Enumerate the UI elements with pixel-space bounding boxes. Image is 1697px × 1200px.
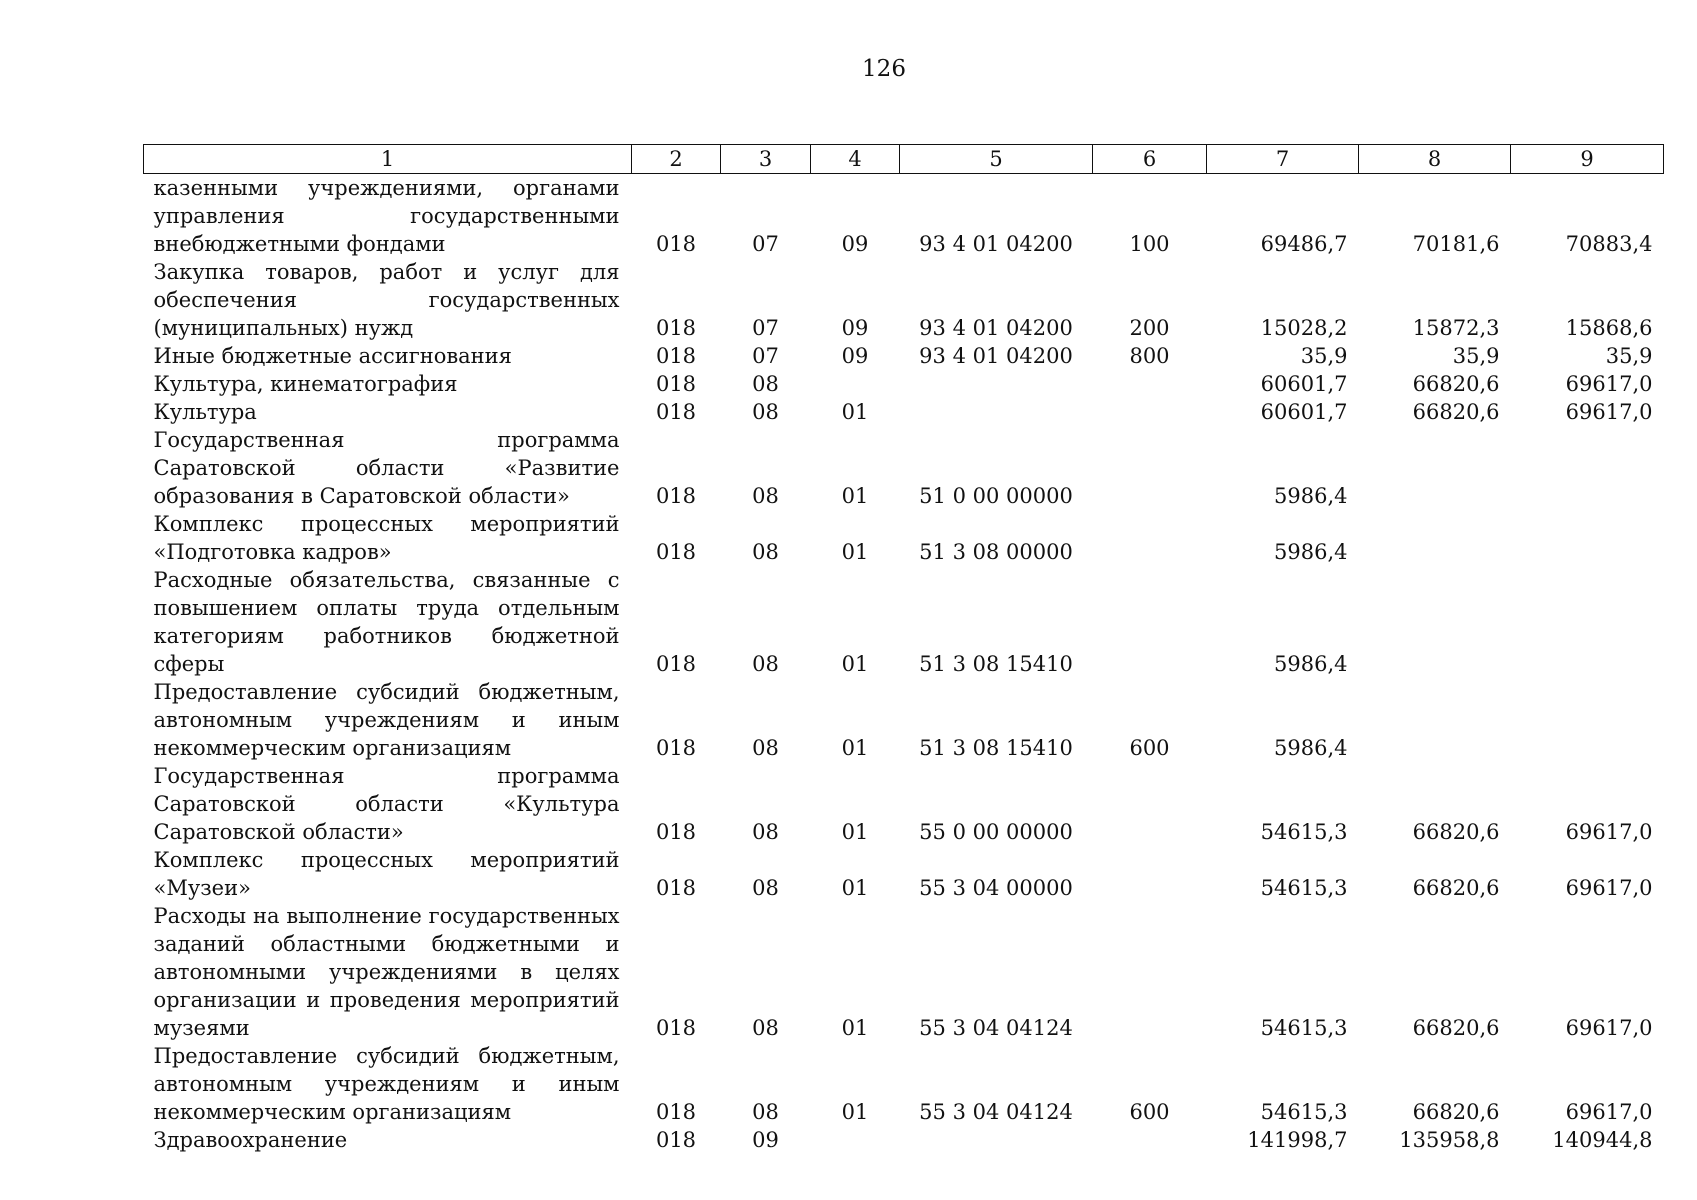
cell-amount-year-1: 15028,2 bbox=[1260, 316, 1348, 340]
cell-amount-year-3 bbox=[1511, 426, 1664, 510]
cell-expense-type: 200 bbox=[1129, 316, 1170, 340]
cell-section-code: 07 bbox=[752, 316, 779, 340]
cell-amount-year-2: 66820,6 bbox=[1412, 820, 1500, 844]
cell-target-article: 51 3 08 15410 bbox=[919, 736, 1073, 760]
cell-section-code: 08 bbox=[752, 540, 779, 564]
table-row bbox=[144, 678, 1664, 762]
table-row bbox=[144, 398, 1664, 426]
cell-ministry-code: 018 bbox=[655, 1100, 697, 1124]
row-description: Закупка товаров, работ и услуг для обеспечения государственных (муниципальных) нужд bbox=[153, 260, 620, 340]
cell-amount-year-2 bbox=[1359, 510, 1511, 566]
column-header: 9 bbox=[1511, 145, 1664, 174]
cell-expense-type bbox=[1093, 398, 1207, 426]
cell-expense-type bbox=[1093, 846, 1207, 902]
cell-amount-year-1: 60601,7 bbox=[1260, 400, 1348, 424]
table-row bbox=[144, 1126, 1664, 1154]
cell-amount-year-2: 66820,6 bbox=[1412, 876, 1500, 900]
cell-amount-year-1: 5986,4 bbox=[1274, 540, 1348, 564]
cell-subsection-code: 01 bbox=[841, 736, 869, 760]
cell-target-article: 55 3 04 04124 bbox=[919, 1100, 1073, 1124]
row-description: Культура bbox=[153, 400, 257, 424]
cell-section-code: 08 bbox=[752, 400, 779, 424]
row-description: Комплекс процессных мероприятий «Подготовка кадров» bbox=[153, 512, 620, 564]
cell-amount-year-1: 54615,3 bbox=[1260, 1100, 1348, 1124]
cell-target-article: 93 4 01 04200 bbox=[919, 344, 1073, 368]
cell-amount-year-1: 69486,7 bbox=[1260, 232, 1348, 256]
cell-subsection-code: 01 bbox=[841, 820, 869, 844]
cell-subsection-code: 01 bbox=[841, 400, 869, 424]
cell-expense-type bbox=[1093, 510, 1207, 566]
cell-target-article: 55 3 04 04124 bbox=[919, 1016, 1073, 1040]
cell-expense-type bbox=[1093, 566, 1207, 678]
cell-target-article: 51 3 08 00000 bbox=[919, 540, 1073, 564]
cell-amount-year-3: 69617,0 bbox=[1565, 1100, 1653, 1124]
cell-ministry-code: 018 bbox=[655, 232, 697, 256]
cell-target-article: 93 4 01 04200 bbox=[919, 232, 1073, 256]
column-header: 5 bbox=[900, 145, 1093, 174]
cell-section-code: 07 bbox=[752, 344, 779, 368]
cell-amount-year-2: 35,9 bbox=[1452, 344, 1500, 368]
row-description: Государственная программа Саратовской области «Развитие образования в Саратовской области» bbox=[153, 428, 620, 508]
cell-amount-year-2 bbox=[1359, 566, 1511, 678]
cell-amount-year-2: 66820,6 bbox=[1412, 1100, 1500, 1124]
table-header-row bbox=[144, 145, 1664, 174]
cell-amount-year-3: 15868,6 bbox=[1565, 316, 1653, 340]
row-description: Культура, кинематография bbox=[153, 372, 458, 396]
cell-amount-year-2 bbox=[1359, 426, 1511, 510]
table-row bbox=[144, 762, 1664, 846]
cell-ministry-code: 018 bbox=[655, 484, 697, 508]
cell-amount-year-2: 66820,6 bbox=[1412, 372, 1500, 396]
row-description: Комплекс процессных мероприятий «Музеи» bbox=[153, 848, 620, 900]
row-description: Государственная программа Саратовской области «Культура Саратовской области» bbox=[153, 764, 620, 844]
cell-subsection-code: 01 bbox=[841, 1100, 869, 1124]
cell-expense-type: 600 bbox=[1129, 736, 1170, 760]
cell-amount-year-3: 69617,0 bbox=[1565, 400, 1653, 424]
row-description: Предоставление субсидий бюджетным, автономным учреждениям и иным некоммерческим организациям bbox=[153, 1044, 620, 1124]
cell-section-code: 08 bbox=[752, 1100, 779, 1124]
cell-amount-year-3 bbox=[1511, 510, 1664, 566]
cell-target-article bbox=[900, 1126, 1093, 1154]
cell-expense-type bbox=[1093, 370, 1207, 398]
cell-ministry-code: 018 bbox=[655, 316, 697, 340]
table-row bbox=[144, 566, 1664, 678]
cell-target-article: 55 3 04 00000 bbox=[919, 876, 1073, 900]
cell-amount-year-1: 5986,4 bbox=[1274, 736, 1348, 760]
cell-amount-year-2: 66820,6 bbox=[1412, 400, 1500, 424]
cell-amount-year-1: 54615,3 bbox=[1260, 876, 1348, 900]
cell-amount-year-3: 35,9 bbox=[1605, 344, 1653, 368]
cell-ministry-code: 018 bbox=[655, 736, 697, 760]
cell-subsection-code: 09 bbox=[841, 344, 869, 368]
cell-section-code: 08 bbox=[752, 1016, 779, 1040]
cell-amount-year-1: 54615,3 bbox=[1260, 820, 1348, 844]
cell-amount-year-3 bbox=[1511, 678, 1664, 762]
column-header: 2 bbox=[632, 145, 721, 174]
column-header: 6 bbox=[1093, 145, 1207, 174]
cell-expense-type bbox=[1093, 762, 1207, 846]
cell-target-article: 55 0 00 00000 bbox=[919, 820, 1073, 844]
cell-section-code: 08 bbox=[752, 820, 779, 844]
cell-ministry-code: 018 bbox=[655, 1016, 697, 1040]
row-description: Предоставление субсидий бюджетным, автономным учреждениям и иным некоммерческим организациям bbox=[153, 680, 620, 760]
cell-target-article: 93 4 01 04200 bbox=[919, 316, 1073, 340]
cell-subsection-code bbox=[811, 1126, 900, 1154]
cell-section-code: 08 bbox=[752, 876, 779, 900]
row-description: Расходы на выполнение государственных заданий областными бюджетными и автономными учреждениями в целях организации и проведения мероприятий музеями bbox=[153, 904, 620, 1040]
cell-subsection-code: 09 bbox=[841, 316, 869, 340]
cell-amount-year-3 bbox=[1511, 566, 1664, 678]
table-row bbox=[144, 1042, 1664, 1126]
cell-ministry-code: 018 bbox=[655, 540, 697, 564]
row-description: Здравоохранение bbox=[153, 1128, 348, 1152]
table-row bbox=[144, 258, 1664, 342]
budget-table bbox=[143, 144, 1664, 1154]
row-description: Иные бюджетные ассигнования bbox=[153, 344, 512, 368]
table-row bbox=[144, 174, 1664, 259]
cell-section-code: 09 bbox=[752, 1128, 779, 1152]
cell-amount-year-2: 15872,3 bbox=[1412, 316, 1500, 340]
cell-amount-year-3: 69617,0 bbox=[1565, 1016, 1653, 1040]
cell-expense-type: 100 bbox=[1129, 232, 1170, 256]
column-header: 8 bbox=[1359, 145, 1511, 174]
cell-expense-type bbox=[1093, 902, 1207, 1042]
cell-target-article: 51 3 08 15410 bbox=[919, 652, 1073, 676]
cell-subsection-code: 01 bbox=[841, 876, 869, 900]
cell-ministry-code: 018 bbox=[655, 652, 697, 676]
cell-amount-year-2: 135958,8 bbox=[1399, 1128, 1500, 1152]
cell-subsection-code bbox=[811, 370, 900, 398]
column-header: 4 bbox=[811, 145, 900, 174]
cell-ministry-code: 018 bbox=[655, 1128, 697, 1152]
table-row bbox=[144, 370, 1664, 398]
cell-amount-year-3: 140944,8 bbox=[1552, 1128, 1653, 1152]
cell-subsection-code: 09 bbox=[841, 232, 869, 256]
cell-subsection-code: 01 bbox=[841, 1016, 869, 1040]
table-row bbox=[144, 342, 1664, 370]
column-header: 7 bbox=[1207, 145, 1359, 174]
cell-expense-type bbox=[1093, 426, 1207, 510]
row-description: казенными учреждениями, органами управления государственными внебюджетными фондами bbox=[153, 176, 620, 256]
cell-section-code: 07 bbox=[752, 232, 779, 256]
cell-expense-type: 600 bbox=[1129, 1100, 1170, 1124]
row-description: Расходные обязательства, связанные с повышением оплаты труда отдельным категориям работников бюджетной сферы bbox=[153, 568, 620, 676]
column-header: 3 bbox=[721, 145, 811, 174]
cell-ministry-code: 018 bbox=[655, 876, 697, 900]
cell-ministry-code: 018 bbox=[655, 400, 697, 424]
cell-expense-type bbox=[1093, 1126, 1207, 1154]
cell-amount-year-3: 69617,0 bbox=[1565, 820, 1653, 844]
cell-subsection-code: 01 bbox=[841, 484, 869, 508]
cell-section-code: 08 bbox=[752, 372, 779, 396]
table-row bbox=[144, 846, 1664, 902]
table-row bbox=[144, 510, 1664, 566]
cell-section-code: 08 bbox=[752, 484, 779, 508]
cell-target-article bbox=[900, 398, 1093, 426]
cell-ministry-code: 018 bbox=[655, 372, 697, 396]
cell-ministry-code: 018 bbox=[655, 344, 697, 368]
cell-amount-year-1: 54615,3 bbox=[1260, 1016, 1348, 1040]
cell-target-article: 51 0 00 00000 bbox=[919, 484, 1073, 508]
table-row bbox=[144, 426, 1664, 510]
cell-amount-year-3: 70883,4 bbox=[1565, 232, 1653, 256]
cell-amount-year-1: 5986,4 bbox=[1274, 652, 1348, 676]
cell-subsection-code: 01 bbox=[841, 652, 869, 676]
cell-amount-year-1: 60601,7 bbox=[1260, 372, 1348, 396]
page-number: 126 bbox=[862, 56, 906, 82]
cell-amount-year-1: 5986,4 bbox=[1274, 484, 1348, 508]
cell-expense-type: 800 bbox=[1129, 344, 1170, 368]
table-row bbox=[144, 902, 1664, 1042]
cell-subsection-code: 01 bbox=[841, 540, 869, 564]
cell-target-article bbox=[900, 370, 1093, 398]
cell-amount-year-1: 35,9 bbox=[1300, 344, 1348, 368]
cell-amount-year-2 bbox=[1359, 678, 1511, 762]
cell-amount-year-1: 141998,7 bbox=[1247, 1128, 1348, 1152]
cell-section-code: 08 bbox=[752, 736, 779, 760]
cell-amount-year-2: 66820,6 bbox=[1412, 1016, 1500, 1040]
cell-section-code: 08 bbox=[752, 652, 779, 676]
cell-amount-year-3: 69617,0 bbox=[1565, 876, 1653, 900]
column-header: 1 bbox=[144, 145, 632, 174]
cell-ministry-code: 018 bbox=[655, 820, 697, 844]
cell-amount-year-3: 69617,0 bbox=[1565, 372, 1653, 396]
cell-amount-year-2: 70181,6 bbox=[1412, 232, 1500, 256]
